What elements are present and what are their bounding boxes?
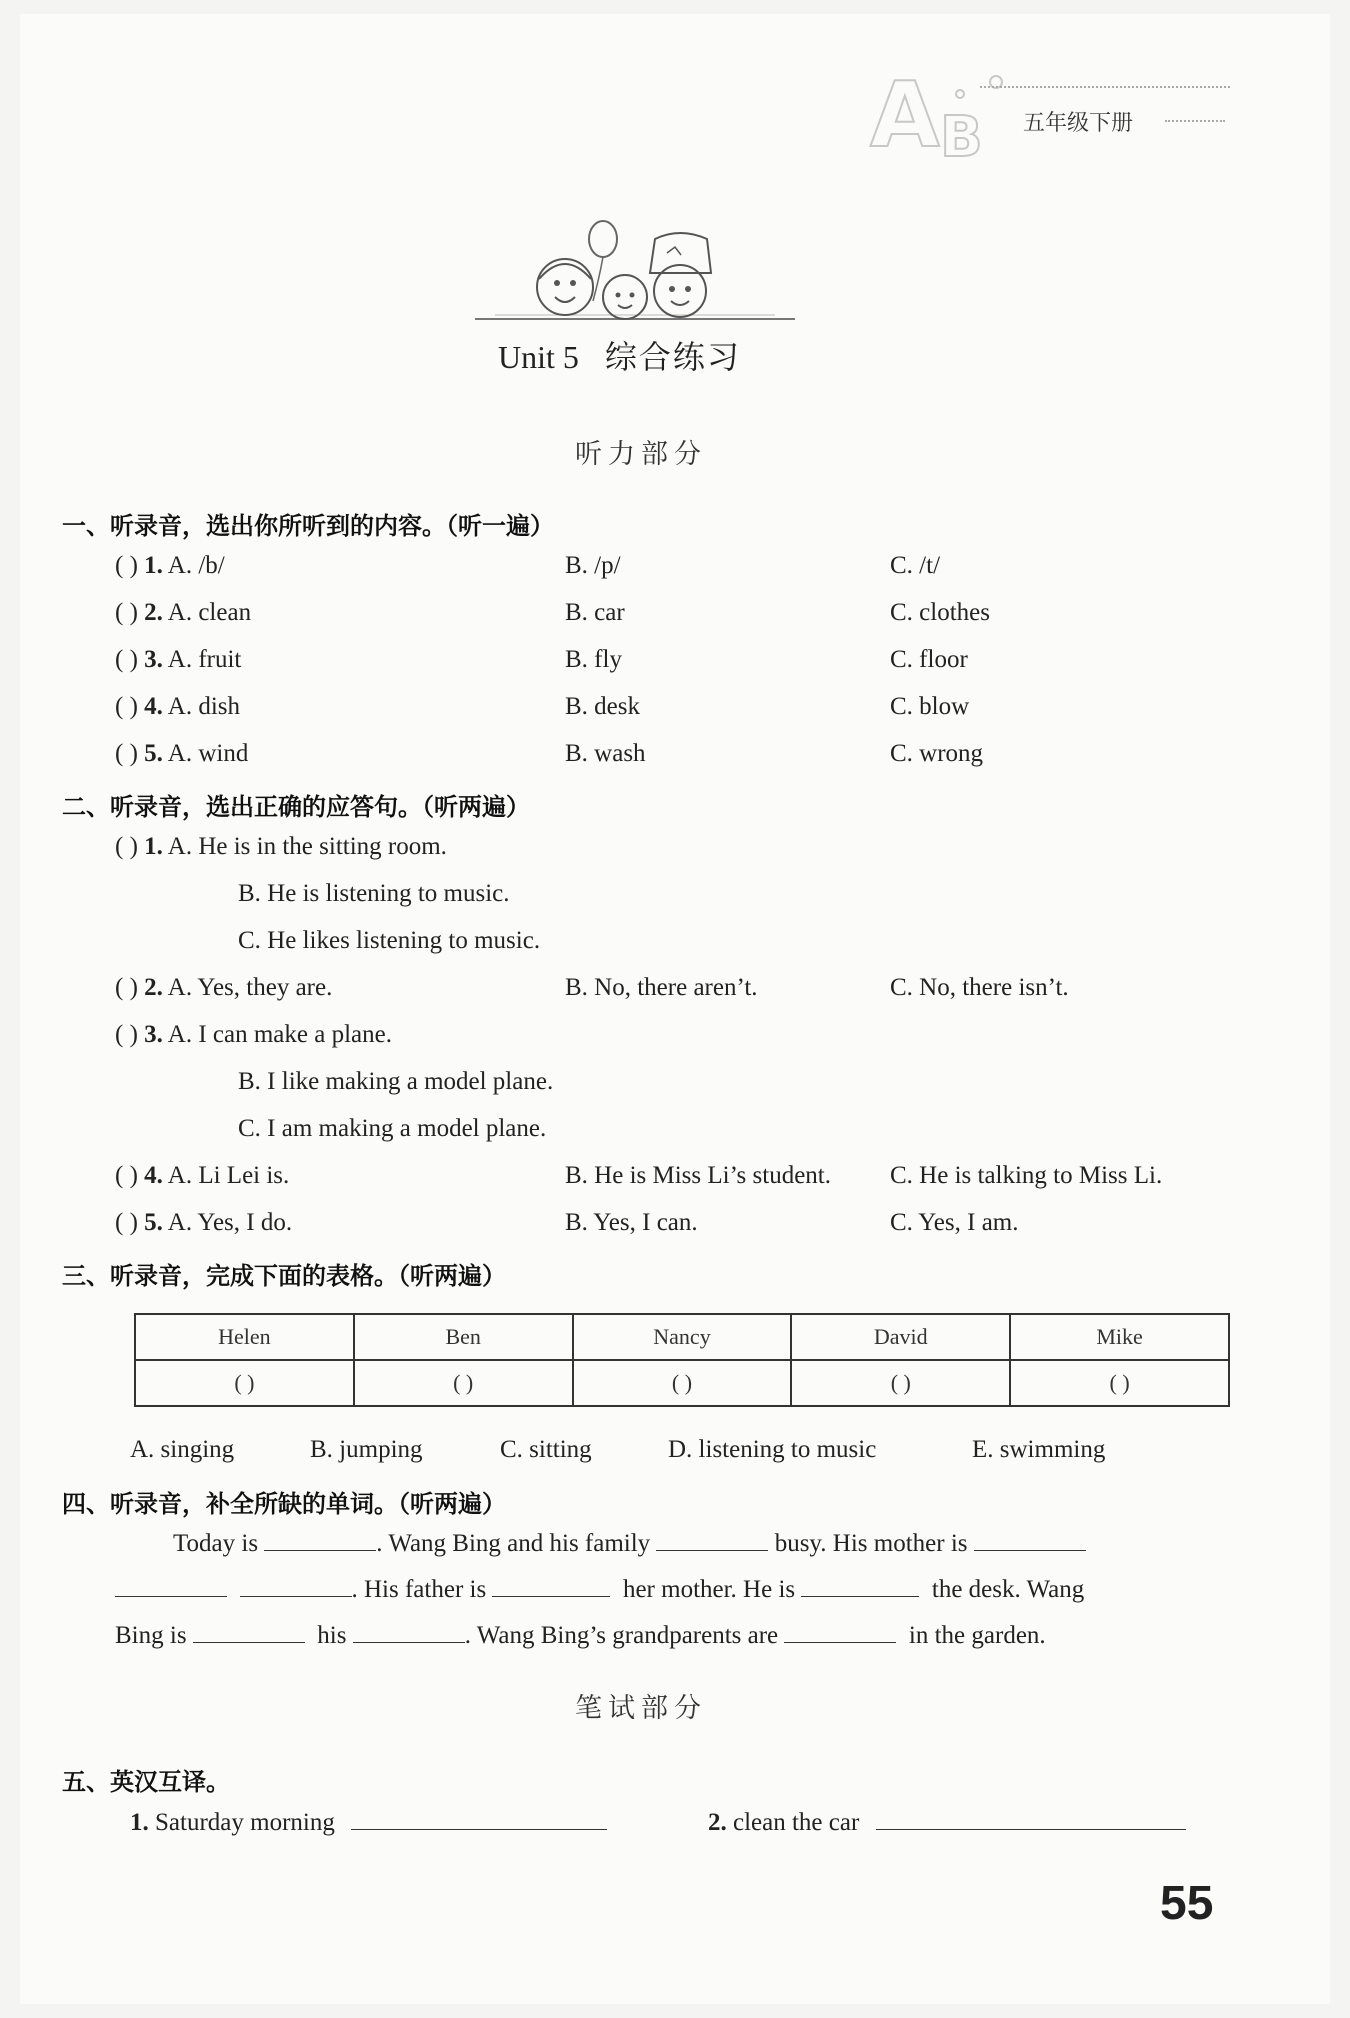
table-header-cell: Nancy [573, 1314, 792, 1360]
part3-option: E. swimming [972, 1436, 1106, 1463]
part2-q3: ( ) 3. A. I can make a plane. [115, 1021, 392, 1048]
table-header-cell: Ben [354, 1314, 573, 1360]
table-header-cell: Mike [1010, 1314, 1229, 1360]
translation-blank[interactable] [351, 1807, 607, 1830]
translation-item: 1. Saturday morning [130, 1807, 607, 1837]
translation-item: 2. clean the car [708, 1807, 1186, 1837]
cloze-blank[interactable] [801, 1574, 919, 1597]
part2-q1-c: C. He likes listening to music. [238, 927, 541, 954]
cloze-blank[interactable] [974, 1528, 1086, 1551]
listening-section-title: 听力部分 [575, 439, 707, 470]
part2-q4: ( ) 4. A. Li Lei is. [115, 1162, 290, 1189]
writing-section-title: 笔试部分 [575, 1693, 707, 1724]
part2-heading: 二、听录音，选出正确的应答句。（听两遍） [62, 793, 530, 821]
answer-cell[interactable]: ( ) [1010, 1360, 1229, 1406]
part3-option: D. listening to music [668, 1436, 877, 1463]
part1-heading: 一、听录音，选出你所听到的内容。（听一遍） [62, 512, 554, 540]
grade-label: 五年级下册 [1023, 111, 1134, 136]
workbook-page [20, 14, 1330, 2004]
part3-option: A. singing [130, 1436, 235, 1463]
unit-title [498, 332, 741, 378]
part1-option-b: B. fly [565, 646, 622, 673]
part1-option-c: C. /t/ [890, 552, 941, 579]
part3-heading: 三、听录音，完成下面的表格。（听两遍） [62, 1262, 506, 1290]
ab-logo [860, 58, 1020, 168]
table-answer-row [135, 1360, 1229, 1406]
cloze-blank[interactable] [353, 1620, 465, 1643]
cloze-blank[interactable] [656, 1528, 768, 1551]
answer-cell[interactable]: ( ) [573, 1360, 792, 1406]
part1-option-c: C. blow [890, 693, 970, 720]
cloze-line-1: Today is . Wang Bing and his family busy. His mother is [173, 1528, 1086, 1558]
table-header-row [135, 1314, 1229, 1360]
unit-subtitle: 综合练习 [604, 338, 741, 376]
part2-q1-b: B. He is listening to music. [238, 880, 510, 907]
cloze-blank[interactable] [240, 1574, 352, 1597]
header-dotted-line [980, 86, 1230, 88]
part5-heading: 五、英汉互译。 [62, 1768, 230, 1796]
cloze-blank[interactable] [492, 1574, 610, 1597]
part1-row: ( ) 3. A. fruit [115, 646, 242, 673]
cloze-blank[interactable] [193, 1620, 305, 1643]
svg-text:A: A [870, 63, 940, 168]
part1-option-b: B. desk [565, 693, 640, 720]
part2-q5-b: B. Yes, I can. [565, 1209, 698, 1236]
cloze-blank[interactable] [264, 1528, 376, 1551]
part2-q4-c: C. He is talking to Miss Li. [890, 1162, 1163, 1189]
part2-q2-b: B. No, there aren’t. [565, 974, 758, 1001]
cloze-line-2: . His father is her mother. He is the desk. Wang [115, 1574, 1084, 1604]
part3-option: B. jumping [310, 1436, 423, 1463]
part1-row: ( ) 5. A. wind [115, 740, 249, 767]
activity-table [134, 1313, 1230, 1407]
answer-cell[interactable]: ( ) [135, 1360, 354, 1406]
part2-q3-b: B. I like making a model plane. [238, 1068, 554, 1095]
table-header-cell: David [791, 1314, 1010, 1360]
part1-option-b: B. /p/ [565, 552, 621, 579]
answer-cell[interactable]: ( ) [354, 1360, 573, 1406]
part1-option-c: C. floor [890, 646, 968, 673]
cloze-blank[interactable] [784, 1620, 896, 1643]
part2-q5: ( ) 5. A. Yes, I do. [115, 1209, 293, 1236]
translation-blank[interactable] [876, 1807, 1186, 1830]
part2-q2-c: C. No, there isn’t. [890, 974, 1069, 1001]
part3-option: C. sitting [500, 1436, 592, 1463]
part2-q3-c: C. I am making a model plane. [238, 1115, 547, 1142]
answer-cell[interactable]: ( ) [791, 1360, 1010, 1406]
part2-q5-c: C. Yes, I am. [890, 1209, 1019, 1236]
kids-illustration [475, 209, 795, 329]
cloze-line-3: Bing is his . Wang Bing’s grandparents are in the garden. [115, 1622, 1046, 1649]
part1-option-b: B. wash [565, 740, 646, 767]
svg-text:B: B [940, 105, 983, 168]
part1-option-c: C. clothes [890, 599, 990, 626]
part2-q2: ( ) 2. A. Yes, they are. [115, 974, 333, 1001]
part1-option-c: C. wrong [890, 740, 984, 767]
page-number: 55 [1160, 1877, 1214, 1930]
part1-row: ( ) 4. A. dish [115, 693, 241, 720]
part4-heading: 四、听录音，补全所缺的单词。（听两遍） [62, 1490, 506, 1518]
unit-number: Unit 5 [498, 339, 579, 375]
part1-row: ( ) 1. A. /b/ [115, 552, 225, 579]
table-header-cell: Helen [135, 1314, 354, 1360]
part1-option-b: B. car [565, 599, 625, 626]
part1-row: ( ) 2. A. clean [115, 599, 252, 626]
cloze-blank[interactable] [115, 1574, 227, 1597]
header-dotted-line-short [1165, 120, 1225, 122]
part2-q4-b: B. He is Miss Li’s student. [565, 1162, 831, 1189]
part2-q1: ( ) 1. A. He is in the sitting room. [115, 833, 447, 860]
